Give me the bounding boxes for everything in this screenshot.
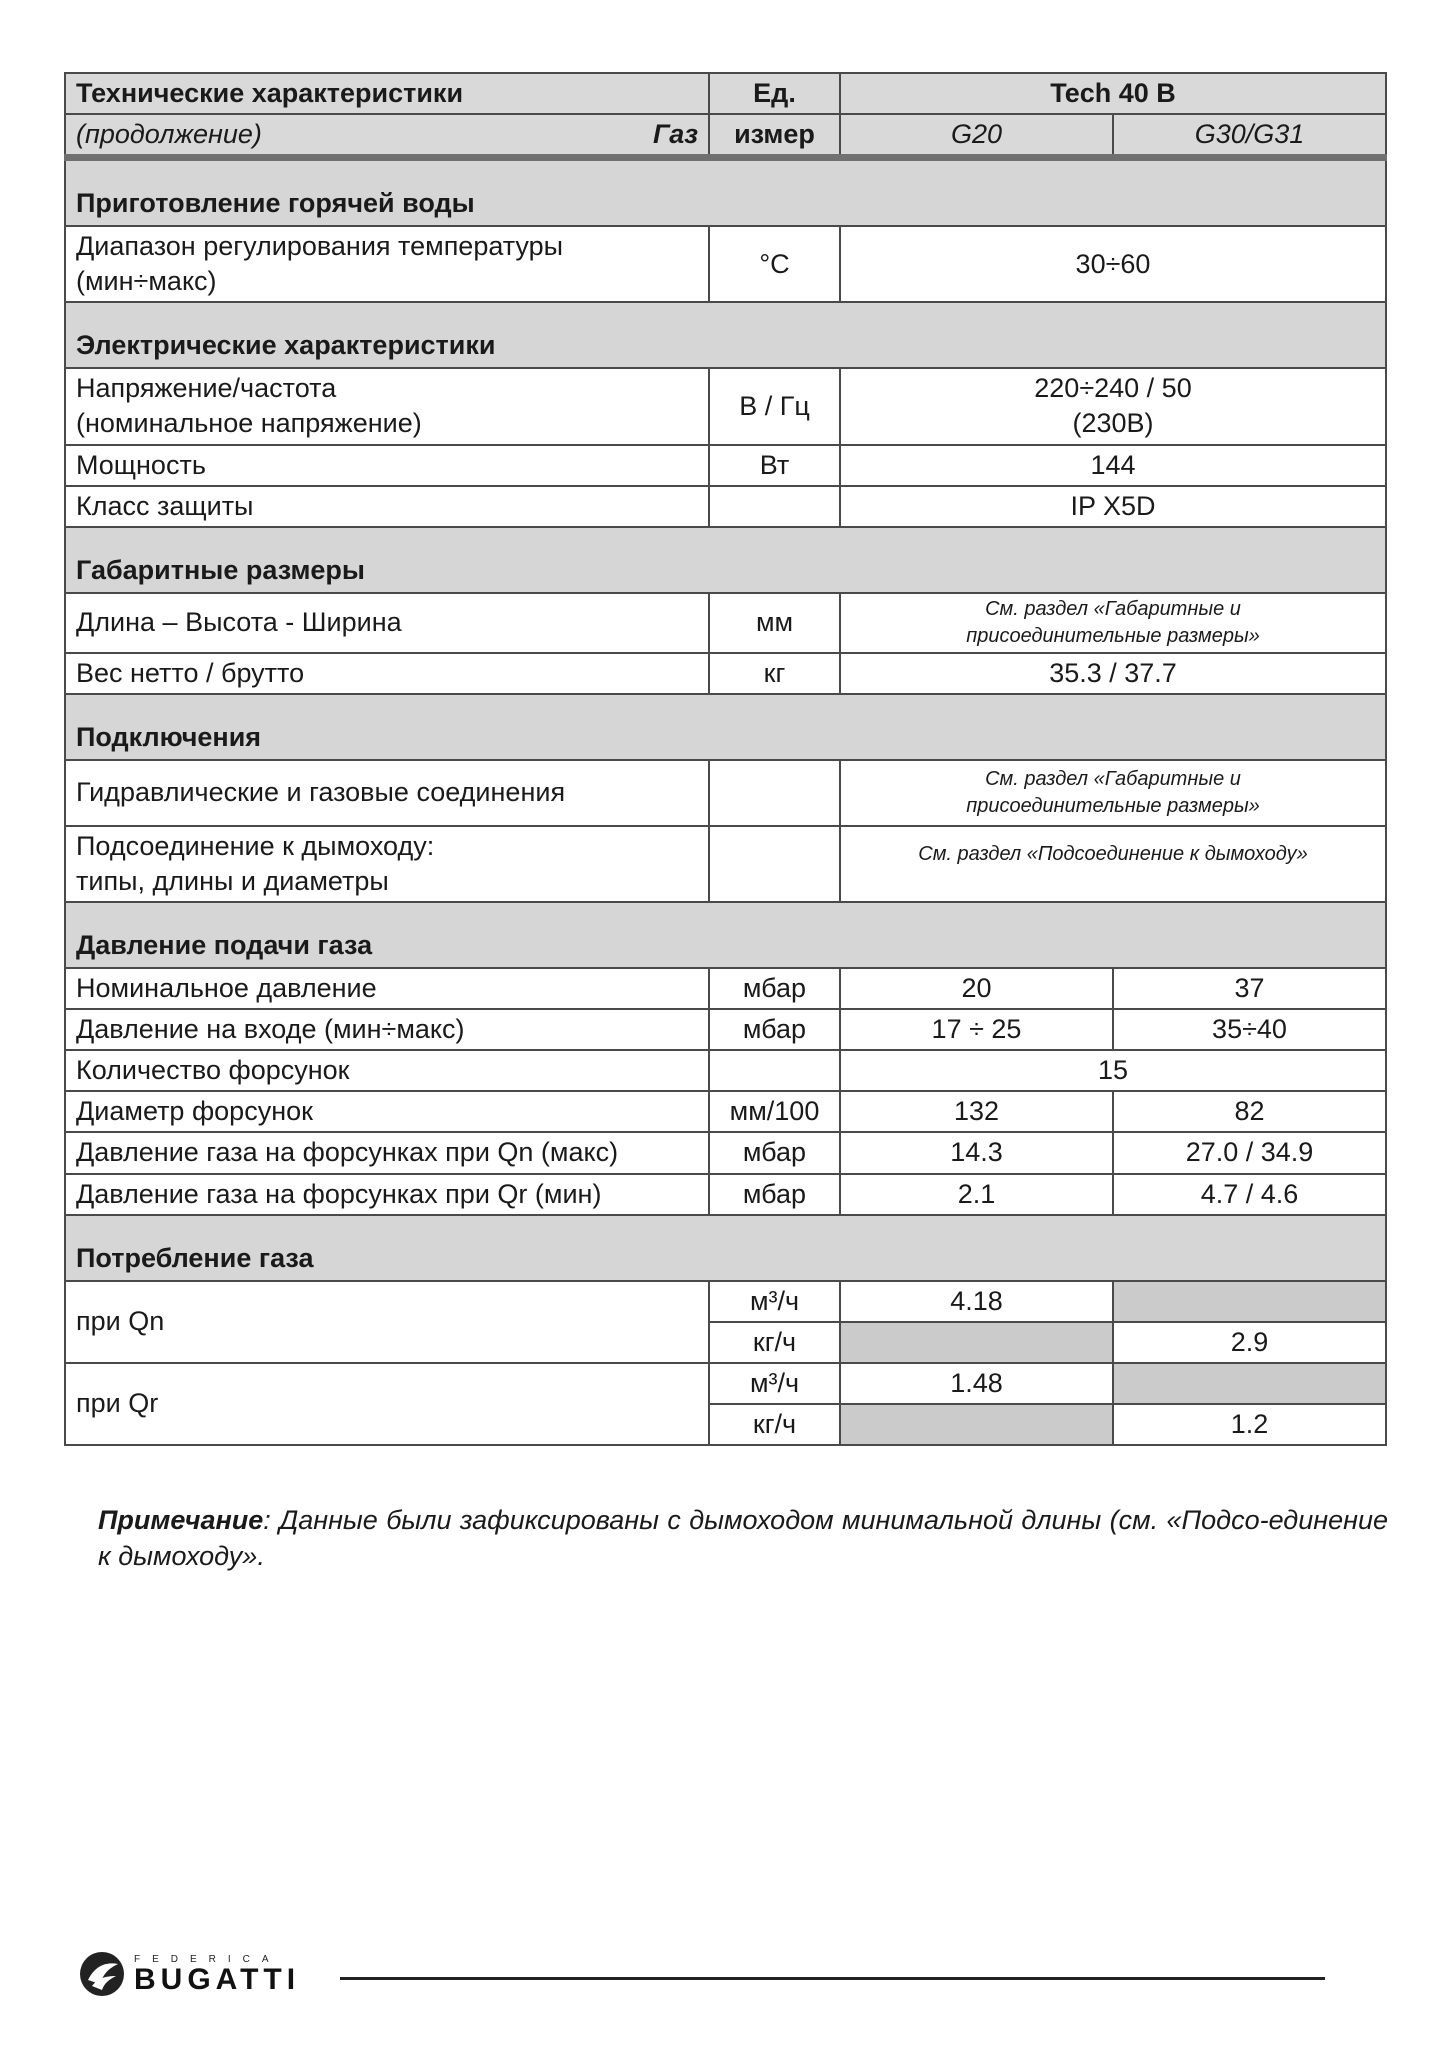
row-label: типы, длины и диаметры <box>76 865 389 896</box>
row-unit: мбар <box>709 968 840 1009</box>
empty-cell <box>840 1404 1113 1445</box>
section-row <box>65 527 1386 593</box>
row-label: Мощность <box>65 445 709 486</box>
row-label: Класс защиты <box>65 486 709 527</box>
header-unit-2: измер <box>709 114 840 158</box>
row-label: Длина – Высота - Ширина <box>65 593 709 653</box>
row-value-g30: 37 <box>1113 968 1386 1009</box>
row-value: IP X5D <box>840 486 1386 527</box>
header-model: Tech 40 B <box>840 73 1386 114</box>
row-label: Подсоединение к дымоходу: <box>76 830 435 861</box>
footer-divider <box>340 1977 1325 1980</box>
section-dimensions: Габаритные размеры <box>65 527 1386 593</box>
section-row <box>65 158 1386 227</box>
row-label: Диапазон регулирования температуры <box>76 231 564 262</box>
header-gas-label: Газ <box>652 119 698 150</box>
header-subtitle: (продолжение) <box>76 119 262 150</box>
table-row <box>65 653 1386 694</box>
section-gas-pressure: Давление подачи газа <box>65 902 1386 968</box>
row-label: Номинальное давление <box>65 968 709 1009</box>
section-row <box>65 694 1386 760</box>
row-label: Давление на входе (мин÷макс) <box>65 1009 709 1050</box>
row-value-g30: 4.7 / 4.6 <box>1113 1174 1386 1215</box>
row-value: 144 <box>840 445 1386 486</box>
section-hot-water: Приготовление горячей воды <box>65 158 1386 227</box>
row-value: 15 <box>840 1050 1386 1091</box>
row-unit: кг/ч <box>709 1322 840 1363</box>
table-row <box>65 445 1386 486</box>
row-label: при Qr <box>65 1363 709 1445</box>
table-row <box>65 226 1386 302</box>
row-label: Диаметр форсунок <box>65 1091 709 1132</box>
row-unit: мм <box>709 593 840 653</box>
row-unit: кг <box>709 653 840 694</box>
row-label: (номинальное напряжение) <box>76 408 422 439</box>
row-label: (мин÷макс) <box>76 266 217 297</box>
row-value-g30: 1.2 <box>1113 1404 1386 1445</box>
row-unit <box>709 760 840 826</box>
table-header-row <box>65 73 1386 114</box>
row-unit: °C <box>709 226 840 302</box>
row-unit <box>709 826 840 902</box>
table-row <box>65 760 1386 826</box>
empty-cell <box>840 1322 1113 1363</box>
row-label: Давление газа на форсунках при Qn (макс) <box>65 1132 709 1173</box>
row-value-g20: 20 <box>840 968 1113 1009</box>
row-value-g30: 2.9 <box>1113 1322 1386 1363</box>
row-value: присоединительные размеры» <box>966 794 1260 817</box>
row-value: 30÷60 <box>840 226 1386 302</box>
row-value: См. раздел «Габаритные и <box>985 597 1241 620</box>
row-value: 220÷240 / 50 <box>1034 373 1192 404</box>
table-row <box>65 1281 1386 1322</box>
row-unit: кг/ч <box>709 1404 840 1445</box>
row-unit: м³/ч <box>709 1281 840 1322</box>
header-col-g30: G30/G31 <box>1113 114 1386 158</box>
row-unit: мбар <box>709 1174 840 1215</box>
row-label: Гидравлические и газовые соединения <box>65 760 709 826</box>
table-row <box>65 1174 1386 1215</box>
table-row <box>65 593 1386 653</box>
row-value: (230В) <box>1072 408 1154 439</box>
section-row <box>65 1215 1386 1281</box>
spec-table <box>64 72 1387 1446</box>
row-value: См. раздел «Подсоединение к дымоходу» <box>840 826 1386 902</box>
table-row <box>65 1363 1386 1404</box>
row-value-g30: 35÷40 <box>1113 1009 1386 1050</box>
row-unit: мм/100 <box>709 1091 840 1132</box>
section-connections: Подключения <box>65 694 1386 760</box>
header-unit-1: Ед. <box>709 73 840 114</box>
row-unit: м³/ч <box>709 1363 840 1404</box>
row-value-g20: 1.48 <box>840 1363 1113 1404</box>
row-label: Количество форсунок <box>65 1050 709 1091</box>
row-unit: Вт <box>709 445 840 486</box>
row-label: Вес нетто / брутто <box>65 653 709 694</box>
footnote <box>98 1502 1388 1575</box>
row-value-g30: 27.0 / 34.9 <box>1113 1132 1386 1173</box>
empty-cell <box>1113 1363 1386 1404</box>
brand-emblem-icon <box>78 1950 126 1998</box>
row-unit: В / Гц <box>709 368 840 444</box>
row-value-g20: 4.18 <box>840 1281 1113 1322</box>
row-label: Напряжение/частота <box>76 373 337 404</box>
footnote-label: Примечание <box>98 1505 264 1535</box>
brand-name: BUGATTI <box>134 1962 301 1996</box>
table-row <box>65 968 1386 1009</box>
brand-small-text: FEDERICA <box>134 1953 281 1965</box>
row-label: при Qn <box>65 1281 709 1363</box>
row-value-g20: 132 <box>840 1091 1113 1132</box>
row-value: присоединительные размеры» <box>966 624 1260 647</box>
row-value-g20: 14.3 <box>840 1132 1113 1173</box>
table-header-row-2 <box>65 114 1386 158</box>
table-row <box>65 1050 1386 1091</box>
section-gas-consumption: Потребление газа <box>65 1215 1386 1281</box>
row-unit: мбар <box>709 1009 840 1050</box>
row-value-g20: 2.1 <box>840 1174 1113 1215</box>
table-row <box>65 1132 1386 1173</box>
section-electrical: Электрические характеристики <box>65 302 1386 368</box>
brand-logo <box>78 1950 300 1998</box>
row-label: Давление газа на форсунках при Qr (мин) <box>65 1174 709 1215</box>
table-row <box>65 368 1386 444</box>
row-value: См. раздел «Габаритные и <box>985 767 1241 790</box>
row-value: 35.3 / 37.7 <box>840 653 1386 694</box>
row-unit: мбар <box>709 1132 840 1173</box>
row-unit <box>709 1050 840 1091</box>
header-title: Технические характеристики <box>65 73 709 114</box>
table-row <box>65 1091 1386 1132</box>
header-col-g20: G20 <box>840 114 1113 158</box>
row-value-g30: 82 <box>1113 1091 1386 1132</box>
section-row <box>65 902 1386 968</box>
row-unit <box>709 486 840 527</box>
empty-cell <box>1113 1281 1386 1322</box>
footnote-text: : Данные были зафиксированы с дымоходом минимальной длины (см. «Подсо-единение к дымоходу». <box>98 1505 1388 1572</box>
section-row <box>65 302 1386 368</box>
table-row <box>65 486 1386 527</box>
table-row <box>65 1009 1386 1050</box>
table-row <box>65 826 1386 902</box>
row-value-g20: 17 ÷ 25 <box>840 1009 1113 1050</box>
